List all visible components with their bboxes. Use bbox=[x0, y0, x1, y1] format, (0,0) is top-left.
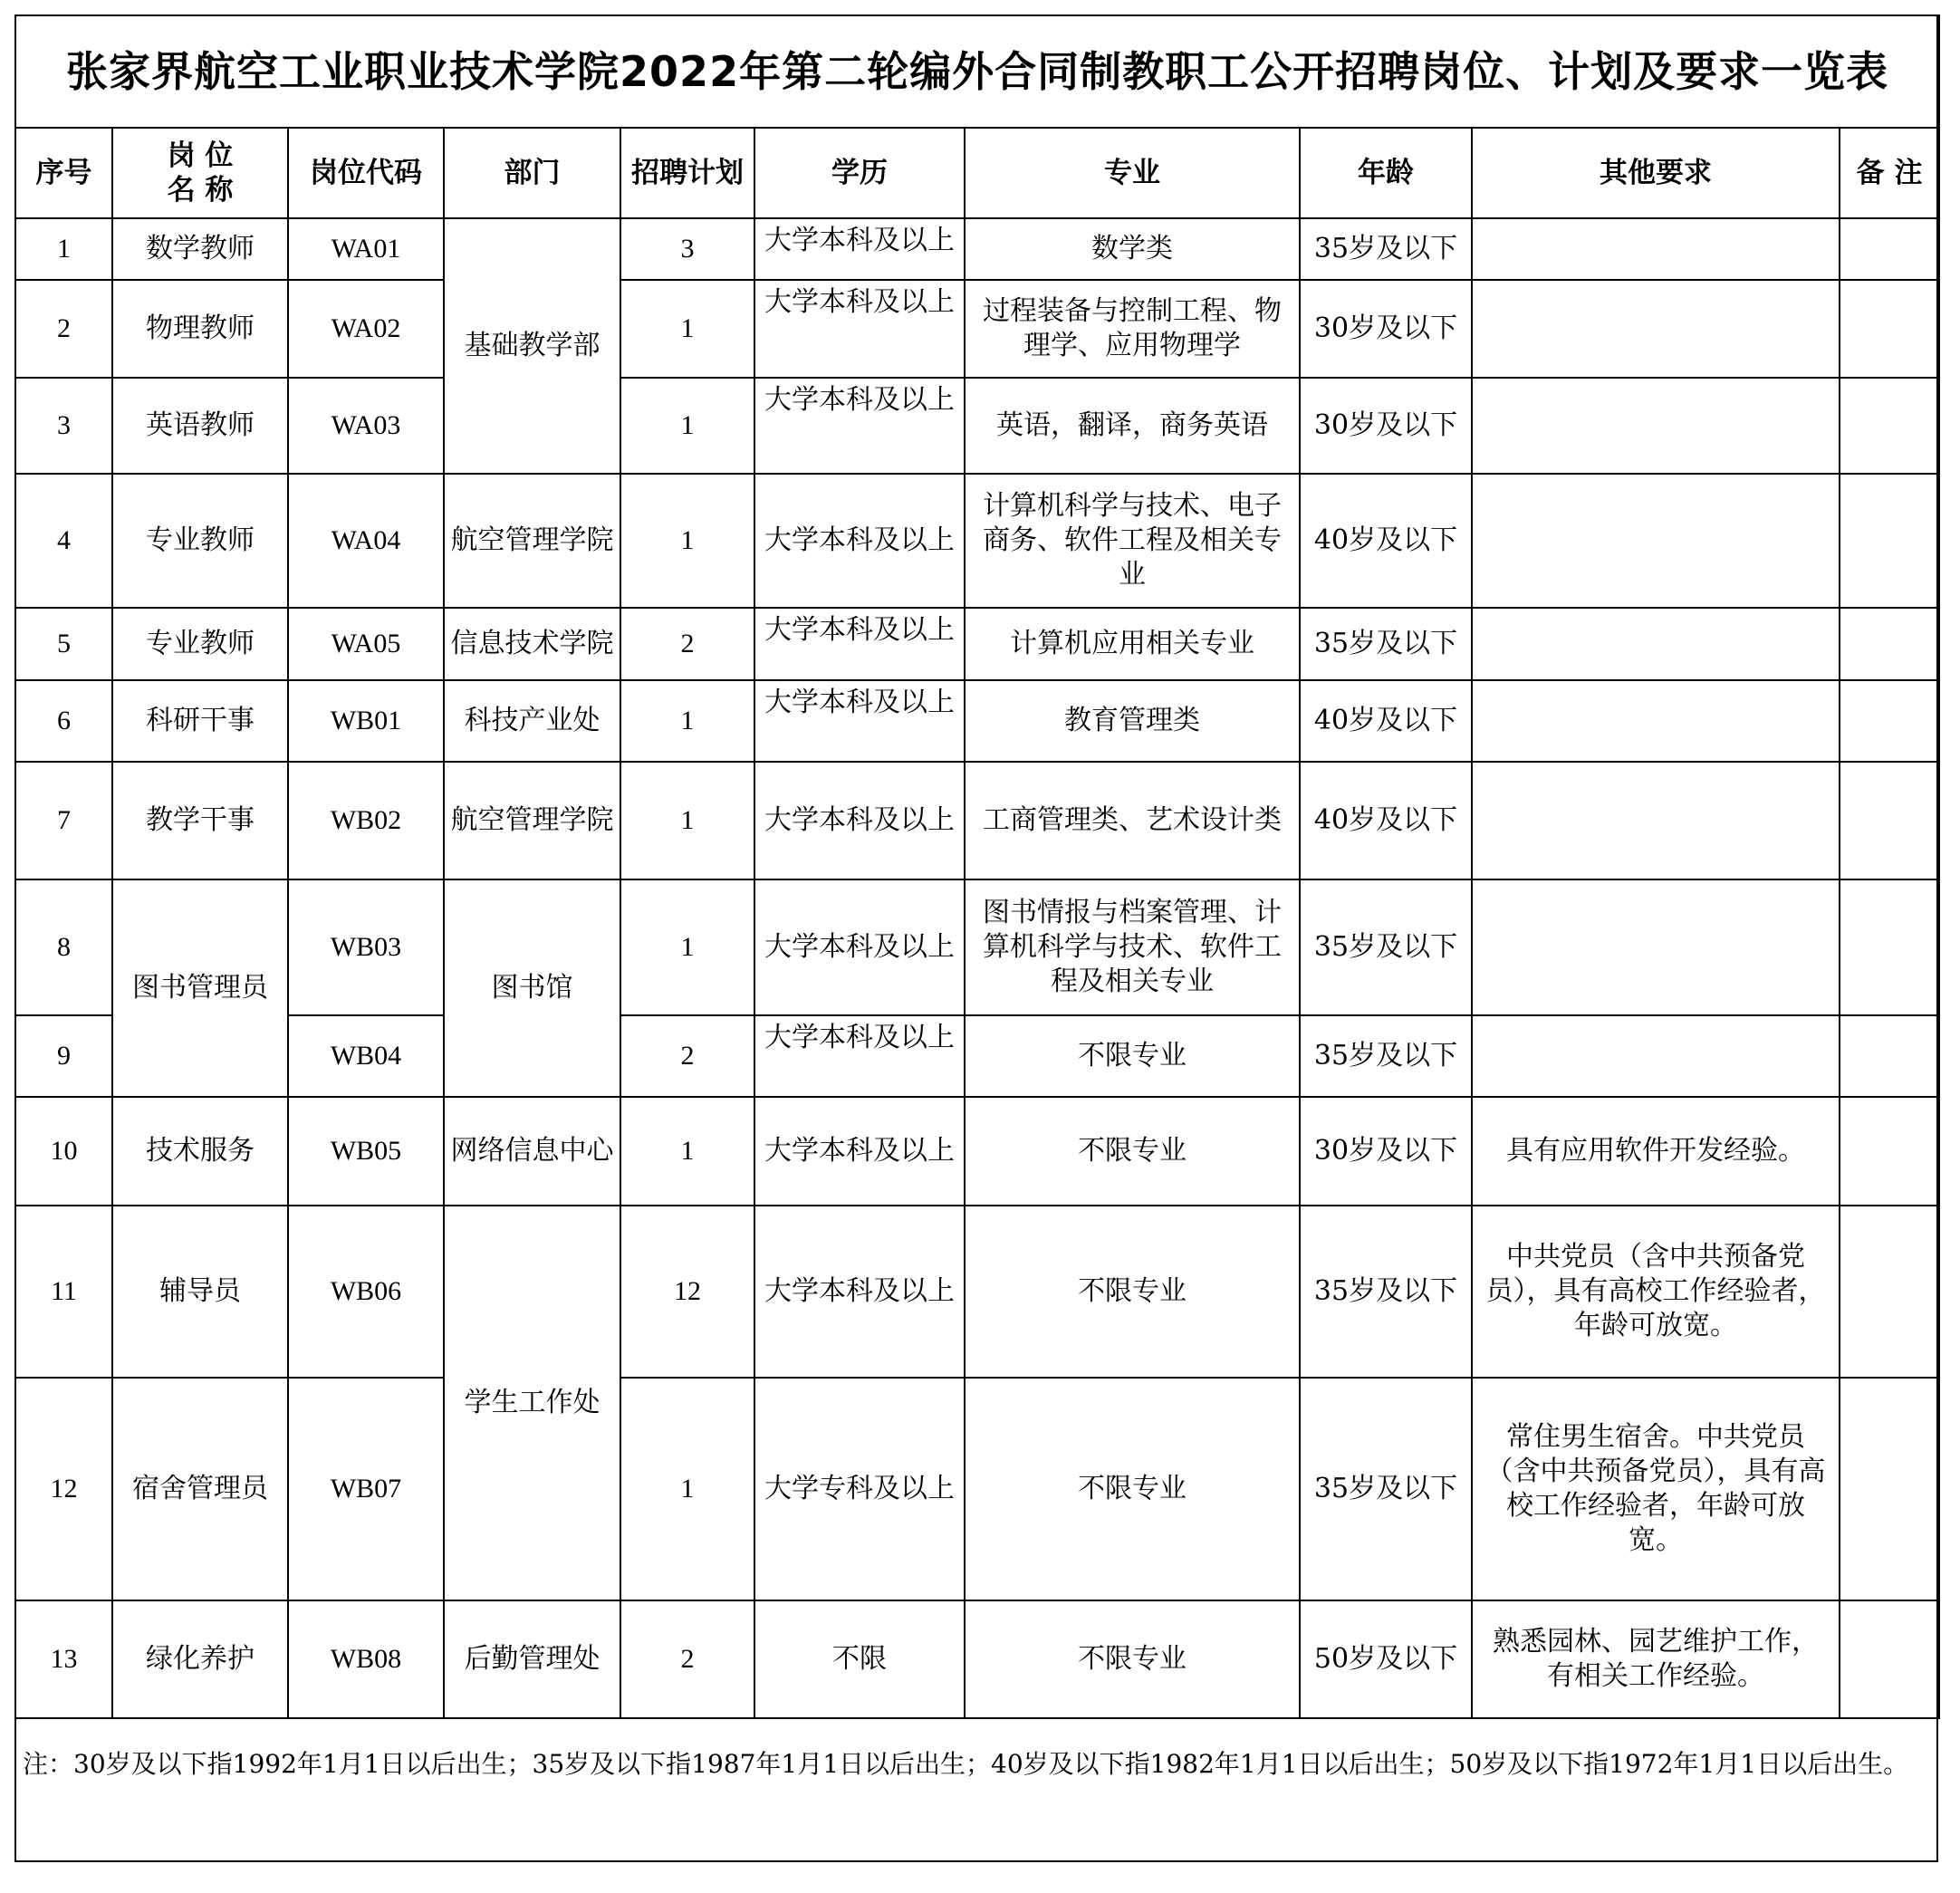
cell-dept: 基础教学部 bbox=[444, 218, 620, 474]
cell-remark bbox=[1840, 680, 1939, 762]
cell-post: 技术服务 bbox=[112, 1097, 288, 1206]
cell-age: 40岁及以下 bbox=[1300, 680, 1472, 762]
table-row bbox=[15, 879, 1939, 1015]
table-row bbox=[15, 378, 1939, 474]
cell-plan: 1 bbox=[620, 762, 754, 879]
cell-education: 大学本科及以上 bbox=[754, 1097, 965, 1206]
page-title: 张家界航空工业职业技术学院2022年第二轮编外合同制教职工公开招聘岗位、计划及要求一览表 bbox=[15, 15, 1939, 128]
header-post-name bbox=[112, 128, 288, 218]
cell-code: WB05 bbox=[288, 1097, 444, 1206]
cell-age: 30岁及以下 bbox=[1300, 1097, 1472, 1206]
cell-remark bbox=[1840, 879, 1939, 1015]
cell-other bbox=[1472, 280, 1840, 378]
table-row bbox=[15, 1378, 1939, 1600]
cell-post: 专业教师 bbox=[112, 608, 288, 680]
cell-post: 英语教师 bbox=[112, 378, 288, 474]
cell-age: 40岁及以下 bbox=[1300, 474, 1472, 608]
cell-plan: 12 bbox=[620, 1206, 754, 1378]
cell-education: 大学本科及以上 bbox=[754, 879, 965, 1015]
cell-age: 35岁及以下 bbox=[1300, 218, 1472, 280]
cell-education: 大学本科及以上 bbox=[754, 378, 965, 474]
cell-code: WB07 bbox=[288, 1378, 444, 1600]
cell-remark bbox=[1840, 1097, 1939, 1206]
cell-post: 物理教师 bbox=[112, 280, 288, 378]
cell-education: 大学本科及以上 bbox=[754, 680, 965, 762]
cell-plan: 1 bbox=[620, 280, 754, 378]
table-row bbox=[15, 762, 1939, 879]
cell-other bbox=[1472, 680, 1840, 762]
cell-plan: 3 bbox=[620, 218, 754, 280]
cell-education: 大学专科及以上 bbox=[754, 1378, 965, 1600]
cell-plan: 1 bbox=[620, 879, 754, 1015]
cell-code: WB01 bbox=[288, 680, 444, 762]
cell-remark bbox=[1840, 1206, 1939, 1378]
table-row bbox=[15, 1015, 1939, 1097]
cell-code: WB02 bbox=[288, 762, 444, 879]
footnote: 注：30岁及以下指1992年1月1日以后出生；35岁及以下指1987年1月1日以后出生；40岁及以下指1982年1月1日以后出生；50岁及以下指1972年1月1日以后出生。 bbox=[23, 1749, 1909, 1779]
cell-seq: 10 bbox=[15, 1097, 112, 1206]
cell-code: WB06 bbox=[288, 1206, 444, 1378]
cell-dept: 图书馆 bbox=[444, 879, 620, 1097]
cell-education: 大学本科及以上 bbox=[754, 218, 965, 280]
cell-remark bbox=[1840, 378, 1939, 474]
header-major: 专业 bbox=[965, 128, 1300, 218]
table-row bbox=[15, 1206, 1939, 1378]
cell-plan: 1 bbox=[620, 1378, 754, 1600]
cell-plan: 1 bbox=[620, 378, 754, 474]
cell-dept: 网络信息中心 bbox=[444, 1097, 620, 1206]
cell-plan: 1 bbox=[620, 680, 754, 762]
cell-age: 50岁及以下 bbox=[1300, 1600, 1472, 1718]
cell-dept: 后勤管理处 bbox=[444, 1600, 620, 1718]
cell-major: 教育管理类 bbox=[965, 680, 1300, 762]
header-other: 其他要求 bbox=[1472, 128, 1840, 218]
title-row bbox=[15, 15, 1939, 128]
cell-seq: 11 bbox=[15, 1206, 112, 1378]
cell-post: 图书管理员 bbox=[112, 879, 288, 1097]
cell-major: 计算机科学与技术、电子商务、软件工程及相关专业 bbox=[965, 474, 1300, 608]
cell-remark bbox=[1840, 1600, 1939, 1718]
cell-age: 35岁及以下 bbox=[1300, 1206, 1472, 1378]
cell-other: 具有应用软件开发经验。 bbox=[1472, 1097, 1840, 1206]
cell-post: 宿舍管理员 bbox=[112, 1378, 288, 1600]
cell-major: 计算机应用相关专业 bbox=[965, 608, 1300, 680]
cell-other bbox=[1472, 608, 1840, 680]
cell-post: 科研干事 bbox=[112, 680, 288, 762]
table-row bbox=[15, 218, 1939, 280]
cell-other bbox=[1472, 378, 1840, 474]
header-age: 年龄 bbox=[1300, 128, 1472, 218]
header-post-code: 岗位代码 bbox=[288, 128, 444, 218]
cell-other: 中共党员（含中共预备党员），具有高校工作经验者，年龄可放宽。 bbox=[1472, 1206, 1840, 1378]
cell-seq: 12 bbox=[15, 1378, 112, 1600]
cell-dept: 信息技术学院 bbox=[444, 608, 620, 680]
cell-seq: 3 bbox=[15, 378, 112, 474]
cell-seq: 1 bbox=[15, 218, 112, 280]
header-row bbox=[15, 128, 1939, 218]
cell-dept: 航空管理学院 bbox=[444, 762, 620, 879]
cell-remark bbox=[1840, 1015, 1939, 1097]
cell-remark bbox=[1840, 1378, 1939, 1600]
cell-code: WB03 bbox=[288, 879, 444, 1015]
cell-major: 过程装备与控制工程、物理学、应用物理学 bbox=[965, 280, 1300, 378]
cell-other bbox=[1472, 1015, 1840, 1097]
cell-age: 35岁及以下 bbox=[1300, 608, 1472, 680]
header-dept: 部门 bbox=[444, 128, 620, 218]
cell-dept: 航空管理学院 bbox=[444, 474, 620, 608]
cell-major: 不限专业 bbox=[965, 1378, 1300, 1600]
cell-seq: 4 bbox=[15, 474, 112, 608]
cell-education: 不限 bbox=[754, 1600, 965, 1718]
cell-remark bbox=[1840, 762, 1939, 879]
cell-other bbox=[1472, 762, 1840, 879]
cell-seq: 2 bbox=[15, 280, 112, 378]
cell-education: 大学本科及以上 bbox=[754, 280, 965, 378]
cell-plan: 2 bbox=[620, 1600, 754, 1718]
cell-major: 不限专业 bbox=[965, 1015, 1300, 1097]
cell-major: 数学类 bbox=[965, 218, 1300, 280]
cell-major: 工商管理类、艺术设计类 bbox=[965, 762, 1300, 879]
table-row bbox=[15, 608, 1939, 680]
cell-plan: 2 bbox=[620, 608, 754, 680]
cell-remark bbox=[1840, 218, 1939, 280]
cell-age: 30岁及以下 bbox=[1300, 378, 1472, 474]
table-row bbox=[15, 1600, 1939, 1718]
cell-post: 数学教师 bbox=[112, 218, 288, 280]
table-row bbox=[15, 474, 1939, 608]
cell-post: 绿化养护 bbox=[112, 1600, 288, 1718]
cell-post: 专业教师 bbox=[112, 474, 288, 608]
cell-major: 英语，翻译，商务英语 bbox=[965, 378, 1300, 474]
cell-age: 40岁及以下 bbox=[1300, 762, 1472, 879]
table-row bbox=[15, 280, 1939, 378]
cell-major: 图书情报与档案管理、计算机科学与技术、软件工程及相关专业 bbox=[965, 879, 1300, 1015]
cell-seq: 6 bbox=[15, 680, 112, 762]
cell-other bbox=[1472, 474, 1840, 608]
cell-code: WA05 bbox=[288, 608, 444, 680]
recruitment-table bbox=[14, 14, 1940, 1893]
table-row bbox=[15, 680, 1939, 762]
cell-code: WA02 bbox=[288, 280, 444, 378]
cell-age: 30岁及以下 bbox=[1300, 280, 1472, 378]
cell-age: 35岁及以下 bbox=[1300, 879, 1472, 1015]
cell-code: WA01 bbox=[288, 218, 444, 280]
cell-education: 大学本科及以上 bbox=[754, 474, 965, 608]
cell-other bbox=[1472, 218, 1840, 280]
cell-code: WA03 bbox=[288, 378, 444, 474]
header-post-name-line1: 岗 位 bbox=[167, 139, 234, 172]
header-post-name-line2: 名 称 bbox=[167, 174, 234, 207]
cell-plan: 2 bbox=[620, 1015, 754, 1097]
cell-plan: 1 bbox=[620, 1097, 754, 1206]
cell-education: 大学本科及以上 bbox=[754, 608, 965, 680]
cell-seq: 13 bbox=[15, 1600, 112, 1718]
note-row bbox=[15, 1718, 1939, 1893]
cell-dept: 科技产业处 bbox=[444, 680, 620, 762]
cell-remark bbox=[1840, 608, 1939, 680]
header-seq: 序号 bbox=[15, 128, 112, 218]
cell-education: 大学本科及以上 bbox=[754, 1015, 965, 1097]
cell-age: 35岁及以下 bbox=[1300, 1015, 1472, 1097]
table-row bbox=[15, 1097, 1939, 1206]
cell-major: 不限专业 bbox=[965, 1206, 1300, 1378]
cell-dept: 学生工作处 bbox=[444, 1206, 620, 1600]
cell-code: WA04 bbox=[288, 474, 444, 608]
cell-other: 熟悉园林、园艺维护工作，有相关工作经验。 bbox=[1472, 1600, 1840, 1718]
cell-other bbox=[1472, 879, 1840, 1015]
cell-seq: 5 bbox=[15, 608, 112, 680]
cell-education: 大学本科及以上 bbox=[754, 762, 965, 879]
cell-code: WB08 bbox=[288, 1600, 444, 1718]
cell-seq: 8 bbox=[15, 879, 112, 1015]
cell-major: 不限专业 bbox=[965, 1600, 1300, 1718]
cell-plan: 1 bbox=[620, 474, 754, 608]
cell-remark bbox=[1840, 474, 1939, 608]
cell-age: 35岁及以下 bbox=[1300, 1378, 1472, 1600]
header-education: 学历 bbox=[754, 128, 965, 218]
cell-major: 不限专业 bbox=[965, 1097, 1300, 1206]
cell-post: 教学干事 bbox=[112, 762, 288, 879]
cell-post: 辅导员 bbox=[112, 1206, 288, 1378]
cell-seq: 7 bbox=[15, 762, 112, 879]
cell-remark bbox=[1840, 280, 1939, 378]
cell-seq: 9 bbox=[15, 1015, 112, 1097]
header-plan: 招聘计划 bbox=[620, 128, 754, 218]
cell-code: WB04 bbox=[288, 1015, 444, 1097]
cell-education: 大学本科及以上 bbox=[754, 1206, 965, 1378]
header-remark: 备 注 bbox=[1840, 128, 1939, 218]
cell-other: 常住男生宿舍。中共党员（含中共预备党员），具有高校工作经验者，年龄可放宽。 bbox=[1472, 1378, 1840, 1600]
